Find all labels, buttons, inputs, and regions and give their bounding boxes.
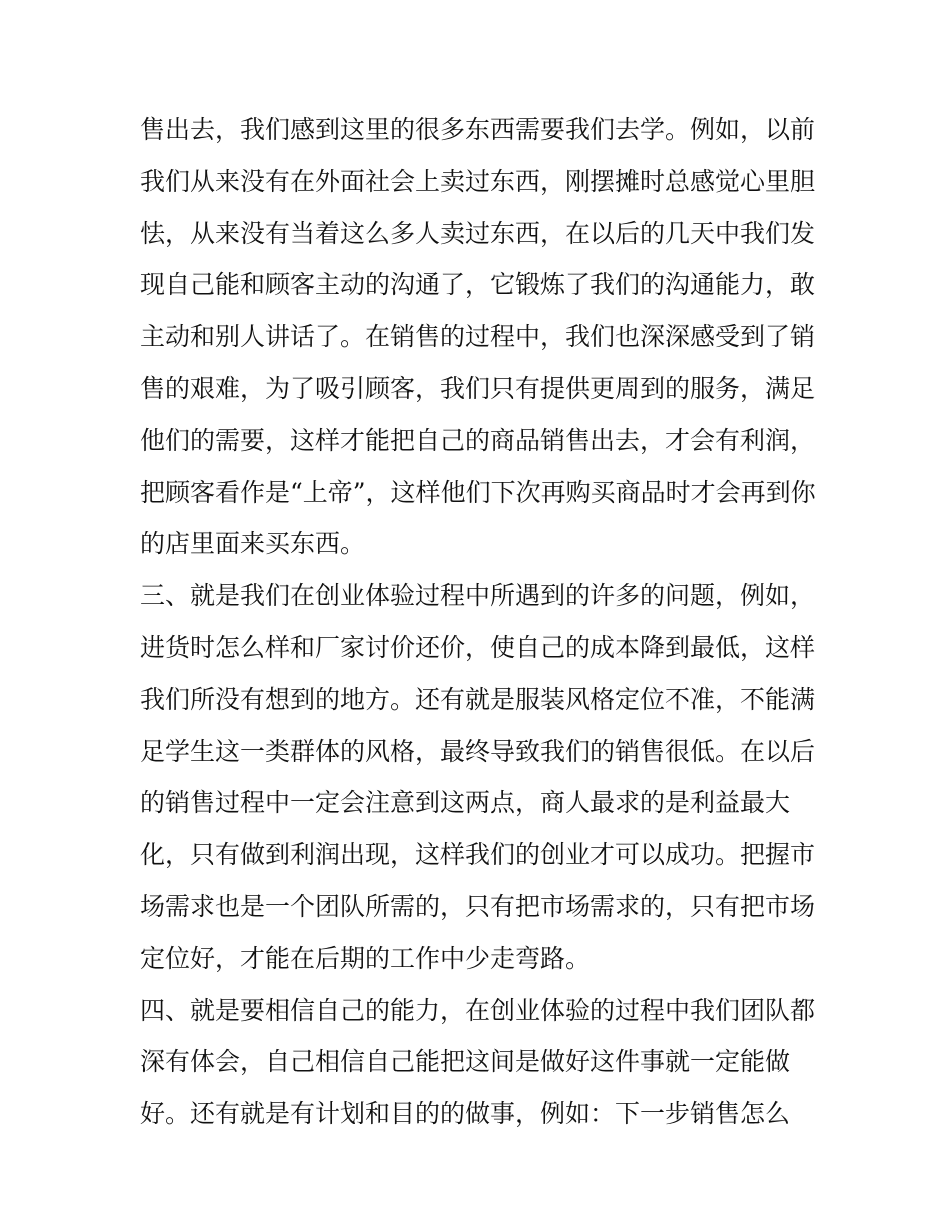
section-four-line: 四、就是要相信自己的能力，在创业体验的过程中我们团队都	[140, 995, 816, 1025]
text-line: 售的艰难，为了吸引顾客，我们只有提供更周到的服务，满足	[140, 373, 816, 403]
body-text	[140, 104, 820, 1140]
text-line: 定位好，才能在后期的工作中少走弯路。	[140, 943, 591, 973]
text-line: 场需求也是一个团队所需的，只有把市场需求的，只有把市场	[140, 891, 816, 921]
text-line: 我们所没有想到的地方。还有就是服装风格定位不准，不能满	[140, 684, 816, 714]
text-line: 的店里面来买东西。	[140, 529, 366, 559]
section-three-line: 三、就是我们在创业体验过程中所遇到的许多的问题，例如，	[140, 581, 816, 611]
text-line: 进货时怎么样和厂家讨价还价，使自己的成本降到最低，这样	[140, 632, 816, 662]
text-line: 我们从来没有在外面社会上卖过东西，刚摆摊时总感觉心里胆	[140, 166, 816, 196]
text-line: 他们的需要，这样才能把自己的商品销售出去，才会有利润，	[140, 425, 816, 455]
text-line: 售出去，我们感到这里的很多东西需要我们去学。例如，以前	[140, 115, 816, 144]
text-line: 主动和别人讲话了。在销售的过程中，我们也深深感受到了销	[140, 322, 816, 352]
text-line: 把顾客看作是“上帝”，这样他们下次再购买商品时才会再到你	[140, 477, 816, 507]
text-line: 好。还有就是有计划和目的的做事，例如：下一步销售怎么	[140, 1099, 791, 1129]
text-line: 足学生这一类群体的风格，最终导致我们的销售很低。在以后	[140, 736, 816, 766]
text-line: 深有体会，自己相信自己能把这间是做好这件事就一定能做	[140, 1047, 791, 1077]
text-line: 化，只有做到利润出现，这样我们的创业才可以成功。把握市	[140, 840, 816, 870]
text-line: 的销售过程中一定会注意到这两点，商人最求的是利益最大	[140, 788, 791, 818]
text-line: 现自己能和顾客主动的沟通了，它锻炼了我们的沟通能力，敢	[140, 270, 816, 300]
text-line: 怯，从来没有当着这么多人卖过东西，在以后的几天中我们发	[140, 218, 816, 248]
